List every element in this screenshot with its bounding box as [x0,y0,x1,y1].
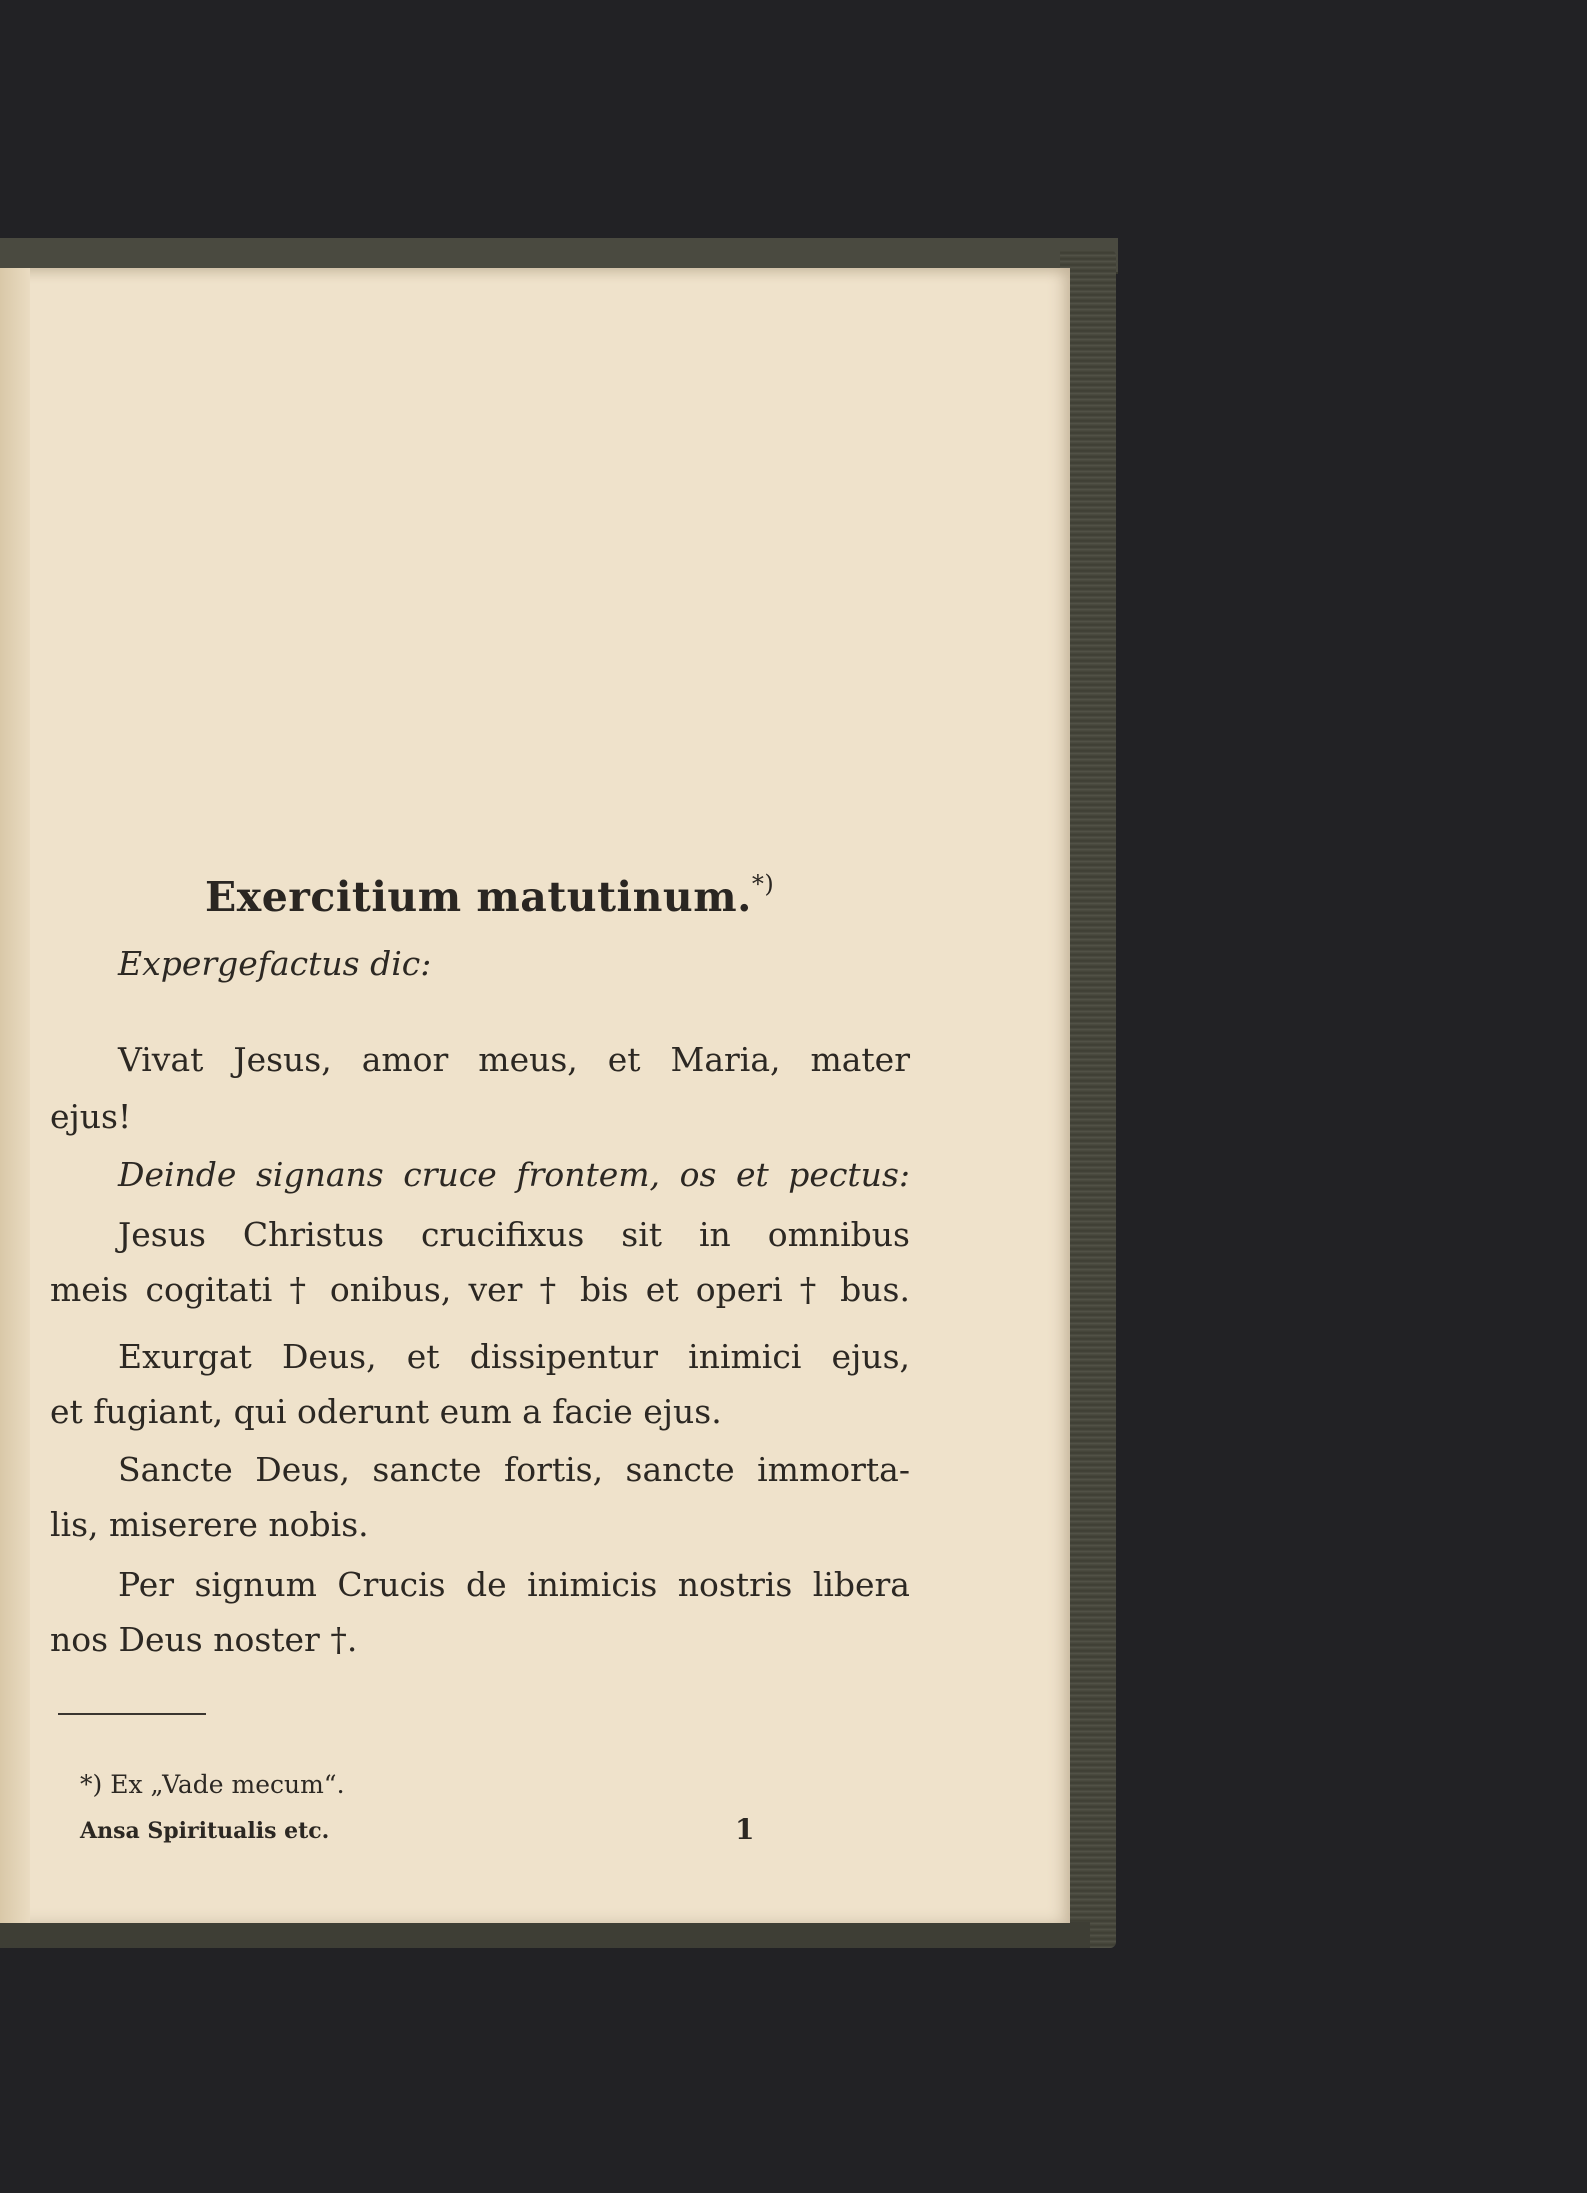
signature-number: 1 [735,1813,755,1846]
text-line: Exurgat Deus, et dissipentur inimici ejus, [118,1337,910,1376]
text-line: Expergefactus dic: [118,944,432,983]
printer-signature: Ansa Spiritualis etc. [80,1818,330,1844]
text-line: Deinde signans cruce frontem, os et pectus: [118,1155,910,1194]
heading-footnote-mark: *) [751,870,775,899]
page-heading [205,870,775,921]
text-line: Per signum Crucis de inimicis nostris libera [118,1565,910,1604]
text-line: Sancte Deus, sancte fortis, sancte immorta- [118,1450,910,1489]
book-cover-bottom-edge [0,1922,1090,1948]
text-line: ejus! [50,1097,132,1136]
text-line: Vivat Jesus, amor meus, et Maria, mater [118,1040,910,1079]
footnote-divider [58,1713,206,1715]
footnote: *) Ex „Vade mecum“. [80,1770,345,1799]
book-page [0,268,1070,1923]
page-gutter-shadow [0,268,30,1923]
text-line: lis, miserere nobis. [50,1505,369,1544]
text-line: meis cogitati † onibus, ver † bis et operi † bus. [50,1270,910,1309]
text-line: nos Deus noster †. [50,1620,358,1659]
text-line: Jesus Christus crucifixus sit in omnibus [118,1215,910,1254]
heading-text: Exercitium matutinum. [205,873,752,921]
text-line: et fugiant, qui oderunt eum a facie ejus. [50,1392,722,1431]
